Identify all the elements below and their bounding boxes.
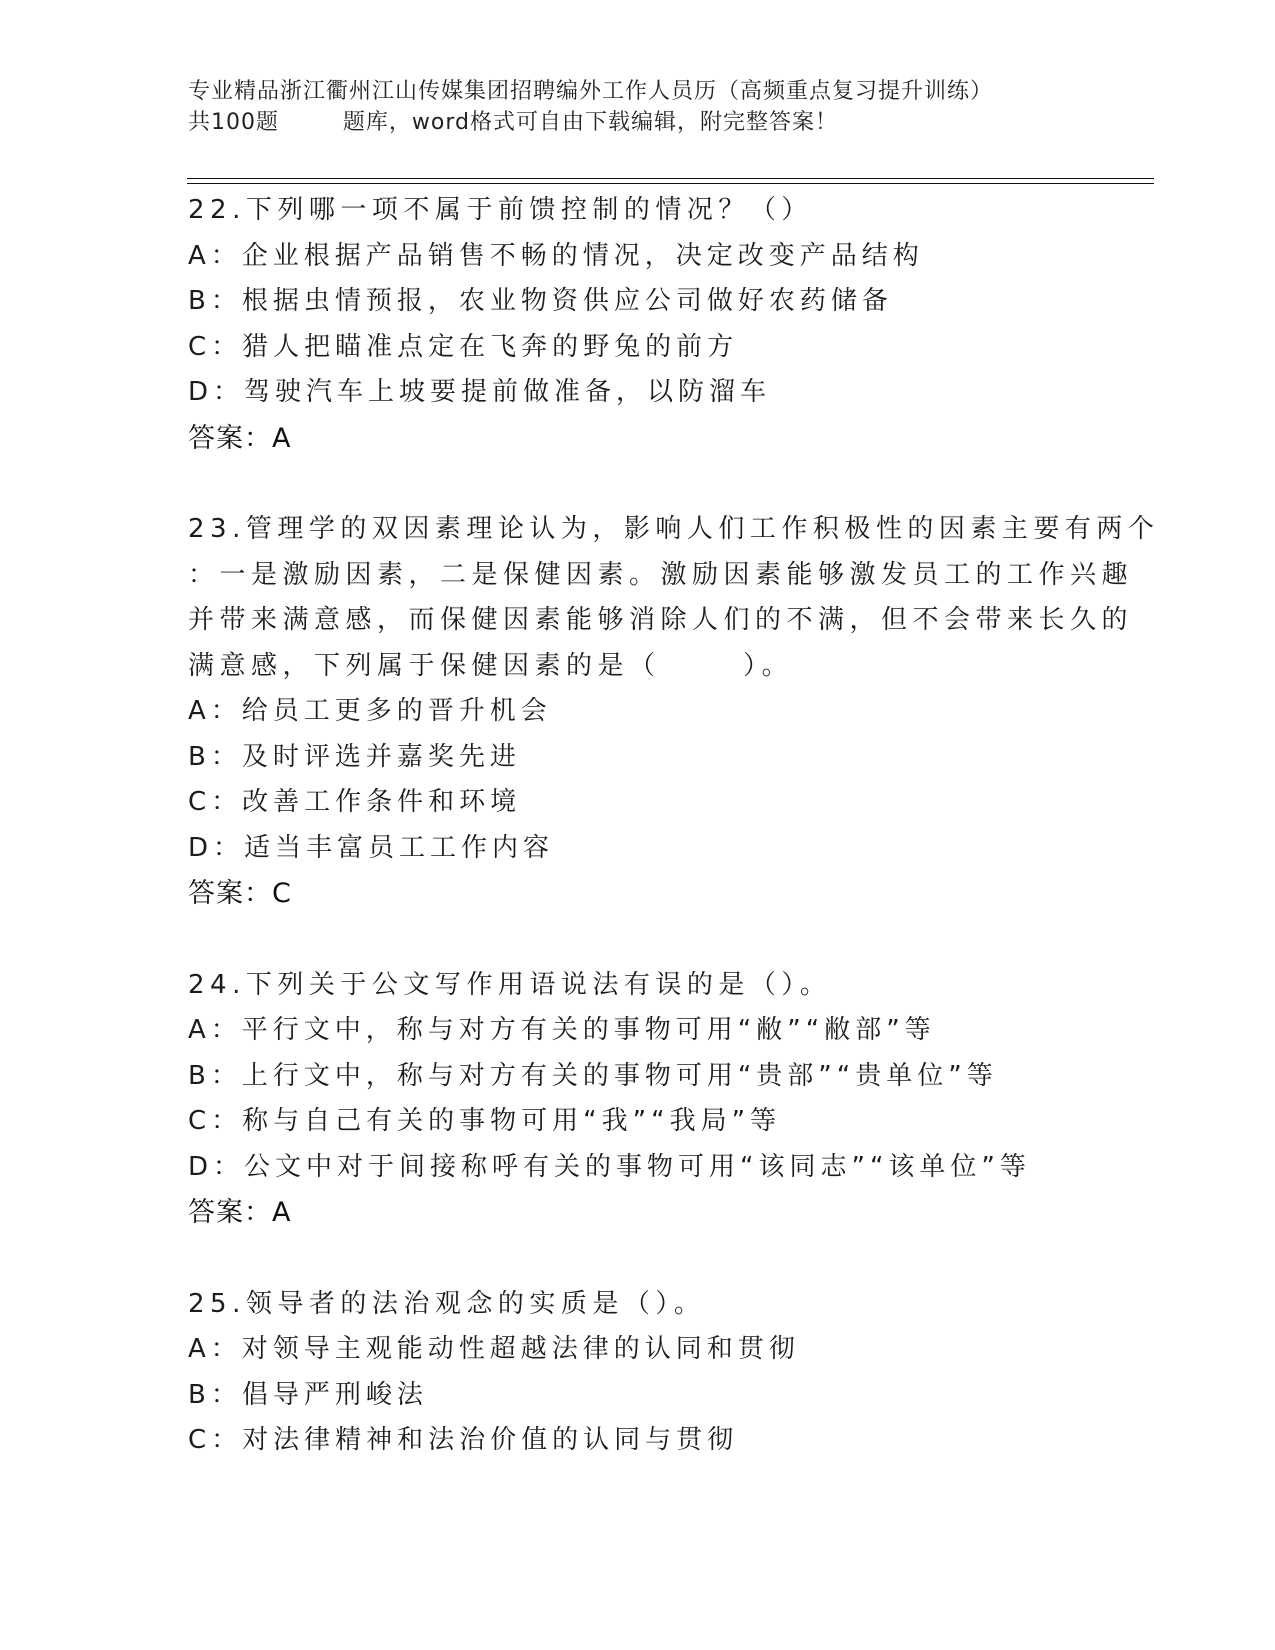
option-c: C：改善工作条件和环境 [188, 787, 522, 817]
stem-line: 满意感，下列属于保健因素的是（ ）。 [188, 650, 794, 681]
option-c: C：对法律精神和法治价值的认同与贯彻 [188, 1425, 739, 1455]
stem-line: 22.下列哪一项不属于前馈控制的情况？（） [188, 195, 813, 225]
stem-line: 24.下列关于公文写作用语说法有误的是（）。 [188, 969, 832, 1000]
option-d: D：适当丰富员工工作内容 [188, 832, 555, 863]
option-c: C：猎人把瞄准点定在飞奔的野兔的前方 [188, 331, 739, 362]
question-stem [188, 507, 1160, 689]
stem-line: 25.领导者的法治观念的实质是（）。 [188, 1288, 706, 1319]
answer-line: 答案：C [188, 878, 292, 909]
option-a: A：给员工更多的晋升机会 [188, 696, 552, 726]
question-stem [188, 1282, 1088, 1328]
option-a: A：平行文中，称与对方有关的事物可用“敝”“敝部”等 [188, 1015, 936, 1045]
option-b: B：根据虫情预报，农业物资供应公司做好农药储备 [188, 286, 893, 316]
spacer [188, 1236, 1088, 1282]
spacer [188, 461, 1088, 507]
header-subtitle-line: 共100题 题库，word格式可自由下载编辑，附完整答案！ [188, 110, 839, 135]
option-b: B：上行文中，称与对方有关的事物可用“贵部”“贵单位”等 [188, 1060, 998, 1091]
header-title-line: 专业精品浙江衢州江山传媒集团招聘编外工作人员历（高频重点复习提升训练） [188, 79, 994, 104]
option-b: B：及时评选并嘉奖先进 [188, 741, 521, 772]
option-a: A：对领导主观能动性超越法律的认同和贯彻 [188, 1334, 800, 1364]
question-24 [188, 963, 1088, 1236]
option-c: C：称与自己有关的事物可用“我”“我局”等 [188, 1106, 782, 1136]
answer-line: 答案：A [188, 1197, 292, 1228]
option-d: D：驾驶汽车上坡要提前做准备，以防溜车 [188, 377, 772, 407]
question-22 [188, 188, 1088, 461]
option-d: D：公文中对于间接称呼有关的事物可用“该同志”“该单位”等 [188, 1151, 1031, 1182]
answer-line: 答案：A [188, 422, 292, 454]
question-stem [188, 188, 1088, 234]
spacer [188, 917, 1088, 963]
question-stem [188, 963, 1088, 1009]
header-divider-top [187, 178, 1154, 179]
stem-line: 并带来满意感，而保健因素能够消除人们的不满，但不会带来长久的 [188, 605, 1134, 635]
document-header [188, 76, 1148, 138]
question-23 [188, 507, 1160, 917]
question-25 [188, 1282, 1088, 1464]
stem-line: 23.管理学的双因素理论认为，影响人们工作积极性的因素主要有两个 [188, 514, 1160, 544]
stem-line: ：一是激励因素，二是保健因素。激励因素能够激发员工的工作兴趣 [188, 559, 1134, 590]
header-divider-bottom [187, 183, 1154, 184]
question-list [188, 188, 1160, 1464]
option-b: B：倡导严刑峻法 [188, 1379, 428, 1410]
option-a: A：企业根据产品销售不畅的情况，决定改变产品结构 [188, 240, 924, 271]
